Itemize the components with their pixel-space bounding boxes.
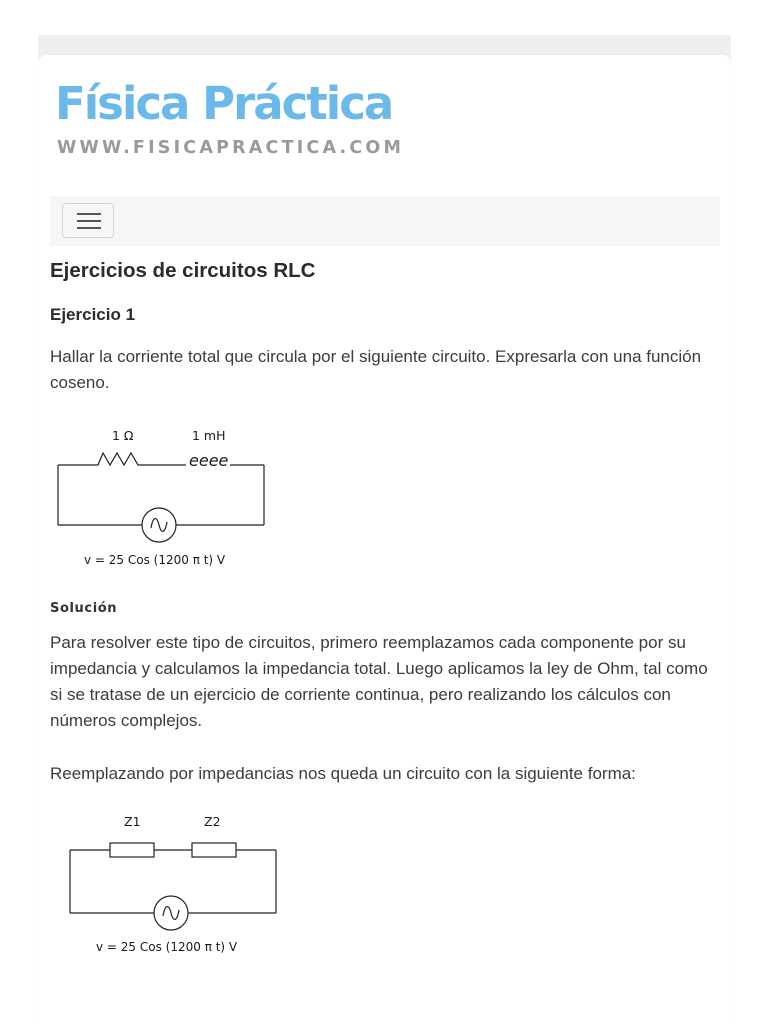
z1-impedance-box [110,843,154,857]
z1-label: Z1 [124,814,141,829]
solution-paragraph: Para resolver este tipo de circuitos, primero reemplazamos cada componente por su impedancia y calculamos la impedancia total. Luego aplicamos la ley de Ohm, tal como si se tratase de un ejercicio de corriente continua, pero realizando los cálculos con números complejos. [50,633,708,730]
source-voltage-label: v = 25 Cos (1200 π t) V [96,940,238,954]
site-logo-title[interactable]: Física Práctica [55,77,393,130]
exercise-statement: Hallar la corriente total que circula por el siguiente circuito. Expresarla con una función coseno. [50,347,702,392]
z2-impedance-box [192,843,236,857]
site-logo-url[interactable]: WWW.FISICAPRACTICA.COM [57,138,405,158]
resistor-value-label: 1 Ω [112,428,134,443]
resistor-symbol [58,453,186,465]
exercise-title: Ejercicio 1 [50,305,136,324]
ac-source-icon [154,896,188,930]
page-title: Ejercicios de circuitos RLC [50,259,316,282]
menu-toggle-button[interactable] [62,203,114,238]
ac-source-icon [142,508,176,542]
source-voltage-label: v = 25 Cos (1200 π t) V [84,553,226,567]
inductor-symbol: eeee [189,451,229,470]
solution-heading: Solución [50,601,118,616]
z2-label: Z2 [204,814,221,829]
rlc-circuit-diagram [50,420,280,580]
navbar [50,196,720,246]
inductor-value-label: 1 mH [192,428,226,443]
impedance-paragraph: Reemplazando por impedancias nos queda un circuito con la siguiente forma: [50,764,636,783]
impedance-circuit-diagram [62,810,292,960]
